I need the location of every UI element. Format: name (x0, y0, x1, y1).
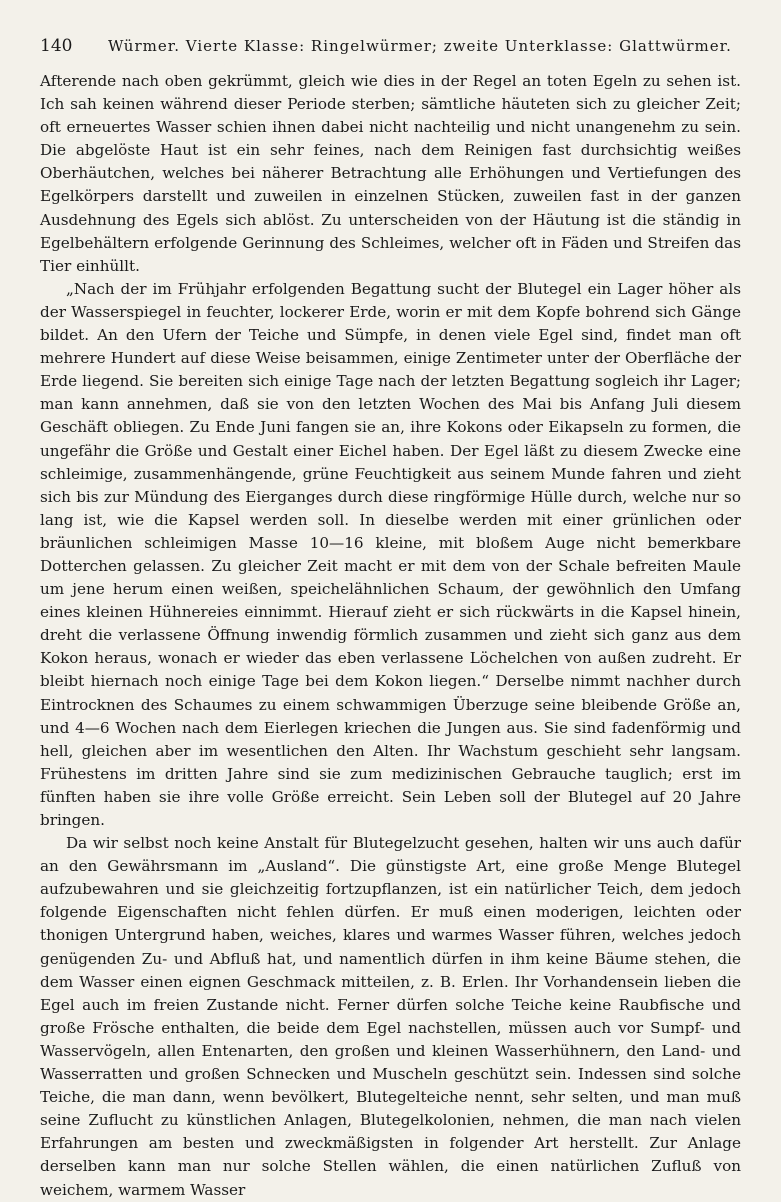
paragraph-continued: Afterende nach oben gekrümmt, gleich wie dies in der Regel an toten Egeln zu sehen ist. Ich sah keinen während dieser Periode sterben; sämtliche häuteten sich zu gleicher Zeit; oft erneuertes Wasser schien ihnen dabei nicht nachteilig und nicht unangenehm zu sein. Die abgelöste Haut ist ein sehr feines, nach dem Reinigen fast durchsichtig weißes Oberhäutchen, welches bei näherer Betrachtung alle Erhöhungen und Vertiefungen des Egelkörpers darstellt und zuweilen in einzelnen Stücken, zuweilen fast in der ganzen Ausdehnung des Egels sich ablöst. Zu unterscheiden von der Häutung ist die ständig in Egelbehältern erfolgende Gerinnung des Schleimes, welcher oft in Fäden und Streifen das Tier einhüllt. (40, 72, 741, 275)
page-body (40, 70, 741, 1202)
page-number: 140 (40, 36, 73, 56)
running-title: Würmer. Vierte Klasse: Ringelwürmer; zweite Unterklasse: Glattwürmer. (108, 37, 732, 55)
paragraph: Da wir selbst noch keine Anstalt für Blutegelzucht gesehen, halten wir uns auch dafür an den Gewährsmann im „Ausland“. Die günstigste Art, eine große Menge Blutegel aufzubewahren und sie gleichzeitig fortzupflanzen, ist ein natürlicher Teich, dem jedoch folgende Eigenschaften nicht fehlen dürfen. Er muß einen moderigen, leichten oder thonigen Untergrund haben, weiches, klares und warmes Wasser führen, welches jedoch genügenden Zu- und Abfluß hat, und namentlich dürfen in ihm keine Bäume stehen, die dem Wasser einen eignen Geschmack mitteilen, z. B. Erlen. Ihr Vorhandensein lieben die Egel auch im freien Zustande nicht. Ferner dürfen solche Teiche keine Raubfische und große Frösche enthalten, die beide dem Egel nachstellen, müssen auch vor Sumpf- und Wasservögeln, allen Entenarten, den großen und kleinen Wasserhühnern, den Land- und Wasserratten und großen Schnecken und Muscheln geschützt sein. Indessen sind solche Teiche, die man dann, wenn bevölkert, Blutegelteiche nennt, sehr selten, und man muß seine Zuflucht zu künstlichen Anlagen, Blutegelkolonien, nehmen, die man nach vielen Erfahrungen am besten und zweckmäßigsten in folgender Art herstellt. Zur Anlage derselben kann man nur solche Stellen wählen, die einen natürlichen Zufluß von weichem, warmem Wasser (40, 834, 741, 1199)
paragraph-quote: „Nach der im Frühjahr erfolgenden Begattung sucht der Blutegel ein Lager höher als der Wasserspiegel in feuchter, lockerer Erde, worin er mit dem Kopfe bohrend sich Gänge bildet. An den Ufern der Teiche und Sümpfe, in denen viele Egel sind, findet man oft mehrere Hundert auf diese Weise beisammen, einige Zentimeter unter der Oberfläche der Erde liegend. Sie bereiten sich einige Tage nach der letzten Begattung sogleich ihr Lager; man kann annehmen, daß sie von den letzten Wochen des Mai bis Anfang Juli diesem Geschäft obliegen. Zu Ende Juni fangen sie an, ihre Kokons oder Eikapseln zu formen, die ungefähr die Größe und Gestalt einer Eichel haben. Der Egel läßt zu diesem Zwecke eine schleimige, zusammenhängende, grüne Feuchtigkeit aus seinem Munde fahren und zieht sich bis zur Mündung des Eierganges durch diese ringförmige Hülle durch, welche nur so lang ist, wie die Kapsel werden soll. In dieselbe werden mit einer grünlichen oder bräunlichen schleimigen Masse 10—16 kleine, mit bloßem Auge nicht bemerkbare Dotterchen gelassen. Zu gleicher Zeit macht er mit dem von der Schale befreiten Maule um jene herum einen weißen, speichelähnlichen Schaum, der gewöhnlich den Umfang eines kleinen Hühnereies einnimmt. Hierauf zieht er sich rückwärts in die Kapsel hinein, dreht die verlassene Öffnung inwendig förmlich zusammen und zieht sich ganz aus dem Kokon heraus, wonach er wieder das eben verlassene Löchelchen von außen zudreht. Er bleibt hiernach noch einige Tage bei dem Kokon liegen.“ Derselbe nimmt nachher durch Eintrocknen des Schaumes zu einem schwammigen Überzuge seine bleibende Größe an, und 4—6 Wochen nach dem Eierlegen kriechen die Jungen aus. Sie sind fadenförmig und hell, gleichen aber im wesentlichen den Alten. Ihr Wachstum geschieht sehr langsam. Frühestens im dritten Jahre sind sie zum medizinischen Gebrauche tauglich; erst im fünften haben sie ihre volle Größe erreicht. Sein Leben soll der Blutegel auf 20 Jahre bringen. (40, 279, 741, 829)
running-head (40, 36, 741, 64)
